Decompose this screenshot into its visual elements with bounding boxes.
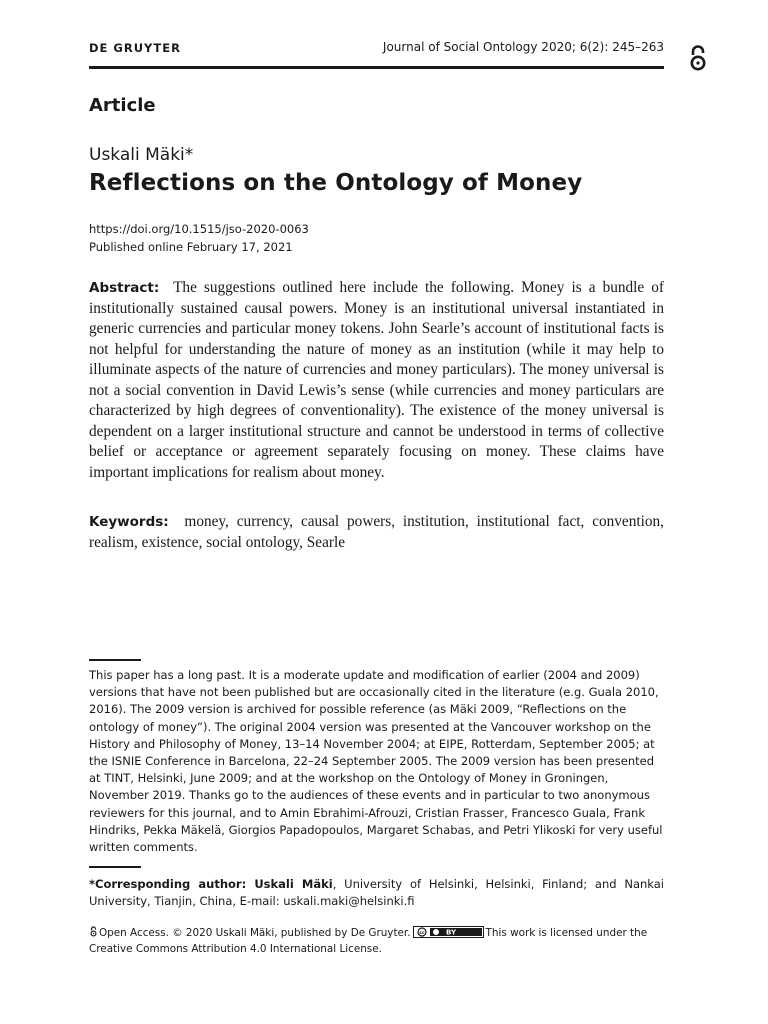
corresponding-details: , University of Helsinki, Helsinki, Finland; and Nankai University, Tianjin, China, E-mail: uskali.maki@helsinki.fi — [89, 877, 664, 909]
published-date: Published online February 17, 2021 — [89, 240, 293, 254]
header-rule — [89, 66, 664, 69]
abstract-label: Abstract: — [89, 280, 160, 296]
open-access-icon — [89, 926, 98, 937]
license-notice — [89, 926, 669, 957]
article-type-label: Article — [89, 95, 156, 116]
footnote: This paper has a long past. It is a moderate update and modification of earlier (2004 and 2009) versions that have not been published but are occasionally cited in the literature (e.g. Guala 2010, 2016). The 2009 version is archived for possible reference (as Mäki 2009, “Reflections on the ontology of money”). The original 2004 version was presented at the Vancouver workshop on the History and Philosophy of Money, 13–14 November 2004; at EIPE, Rotterdam, September 2005; at the ISNIE Conference in Barcelona, 22–24 September 2005. The 2009 version has been presented at TINT, Helsinki, June 2009; and at the workshop on the Ontology of Money in Groningen, November 2019. Thanks go to the audiences of these events and in particular to two anonymous reviewers for this journal, and to Amin Ebrahimi-Afrouzi, Cristian Frasser, Francesco Guala, Frank Hindriks, Pekka Mäkelä, Giorgios Papadopoulos, Margaret Schabas, and Petri Ylikoski for very useful written comments. — [89, 668, 663, 855]
corresponding-label: *Corresponding author: Uskali Mäki — [89, 877, 333, 891]
license-text: This work is licensed under the Creative Commons Attribution 4.0 International License. — [89, 927, 648, 955]
article-title: Reflections on the Ontology of Money — [89, 170, 583, 196]
abstract-text: The suggestions outlined here include the following. Money is a bundle of institutionally sustained causal powers. Money is an institutional universal instantiated in generic currencies and particular money tokens. John Searle’s account of institutional facts is not helpful for understanding the nature of money as an institution (while it may help to illuminate aspects of the nature of currencies and money particulars). The money universal is not a social convention in David Lewis’s sense (while currencies and money particulars are characterized by high degrees of conventionality). The existence of the money universal is dependent on a larger institutional structure and cannot be understood in terms of collective belief or acceptance or agreement separately focusing on money. These claims have important implications for realism about money. — [89, 279, 665, 481]
cc-by-badge[interactable] — [413, 926, 484, 938]
doi-link[interactable]: https://doi.org/10.1515/jso-2020-0063 — [89, 222, 309, 236]
footnote-rule — [89, 659, 141, 661]
publisher-name: DE GRUYTER — [89, 41, 181, 55]
page-header — [89, 38, 664, 60]
keywords-text: money, currency, causal powers, institution, institutional fact, convention, realism, existence, social ontology, Searle — [89, 513, 664, 551]
keywords-label: Keywords: — [89, 514, 169, 530]
cc-badge-text: BY — [445, 928, 456, 937]
svg-text:cc: cc — [418, 931, 425, 936]
corresponding-author — [89, 876, 664, 910]
corresponding-rule — [89, 866, 141, 868]
abstract — [89, 278, 664, 483]
author-name: Uskali Mäki* — [89, 145, 194, 165]
open-access-icon — [688, 44, 708, 72]
keywords — [89, 512, 664, 553]
journal-reference: Journal of Social Ontology 2020; 6(2): 245–263 — [382, 40, 664, 54]
open-access-statement: Open Access. © 2020 Uskali Mäki, published by De Gruyter. — [99, 927, 411, 939]
